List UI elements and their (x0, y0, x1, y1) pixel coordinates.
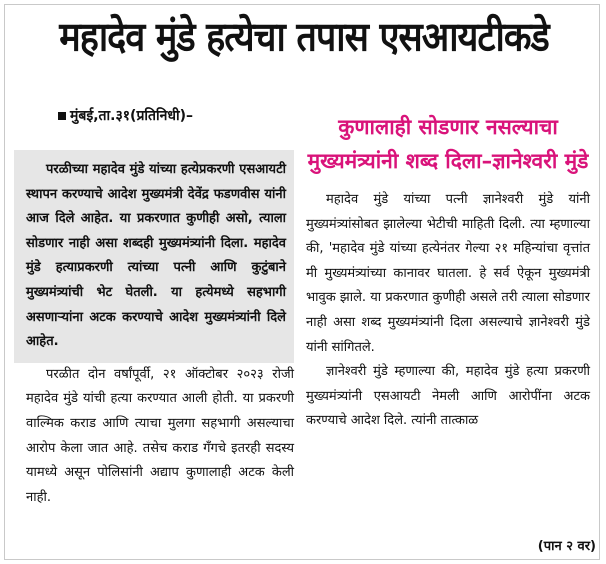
body-paragraph-right-1: महादेव मुंडे यांच्या पत्नी ज्ञानेश्वरी मुंडे यांनी मुख्यमंत्र्यांसोबत झालेल्या भेटीची माहिती दिली. त्या म्हणाल्या की, 'महादेव मुंडे यांच्या हत्येनंतर गेल्या २१ महिन्यांचा वृत्तांत मी मुख्यमंत्र्यांच्या कानावर घातला. हे सर्व ऐकून मुख्यमंत्री भावुक झाले. या प्रकरणात कुणीही असले तरी त्याला सोडणार नाही असा शब्द मुख्यमंत्र्यांनी दिला असल्याचे ज्ञानेश्वरी मुंडे यांनी सांगितले. (306, 192, 590, 355)
body-paragraph-left: परळीत दोन वर्षांपूर्वी, २१ ऑक्टोबर २०२३ रोजी महादेव मुंडे यांची हत्या करण्यात आली होती. या प्रकरणी वाल्मिक कराड आणि त्याचा मुलगा सहभागी असल्याचा आरोप केला जात आहे. तसेच कराड गँगचे इतरही सदस्य यामध्ये असून पोलिसांनी अद्याप कुणालाही अटक केली नाही. (26, 366, 294, 505)
body-paragraph-right-2: ज्ञानेश्वरी मुंडे म्हणाल्या की, महादेव मुंडे हत्या प्रकरणी मुख्यमंत्र्यांनी एसआयटी नेमली आणि आरोपींना अटक करण्याचे आदेश दिले. त्यांनी तात्काळ (306, 364, 590, 429)
subheadline: कुणालाही सोडणार नसल्याचा मुख्यमंत्र्यांनी शब्द दिला–ज्ञानेश्वरी मुंडे (307, 115, 589, 173)
right-column (306, 110, 590, 434)
left-column (22, 150, 294, 510)
headline: महादेव मुंडे हत्येचा तपास एसआयटीकडे (59, 14, 549, 61)
dateline (58, 106, 193, 125)
dateline-text: मुंबई,ता.३१(प्रतिनिधी)– (70, 108, 194, 124)
lead-paragraph: परळीच्या महादेव मुंडे यांच्या हत्येप्रकरणी एसआयटी स्थापन करण्याचे आदेश मुख्यमंत्री देवेंद्र फडणवीस यांनी आज दिले आहेत. या प्रकरणात कुणीही असो, त्याला सोडणार नाही असा शब्दही मुख्यमंत्र्यांनी दिला. महादेव मुंडे हत्याप्रकरणी त्यांच्या पत्नी आणि कुटुंबाने मुख्यमंत्र्यांची भेट घेतली. या हत्येमध्ये सहभागी असणाऱ्यांना अटक करण्याचे आदेश मुख्यमंत्र्यांनी दिले आहेत. (26, 162, 286, 350)
lead-box (14, 150, 294, 363)
continued-on-page: (पान २ वर) (537, 539, 596, 554)
bullet-icon (58, 112, 66, 120)
